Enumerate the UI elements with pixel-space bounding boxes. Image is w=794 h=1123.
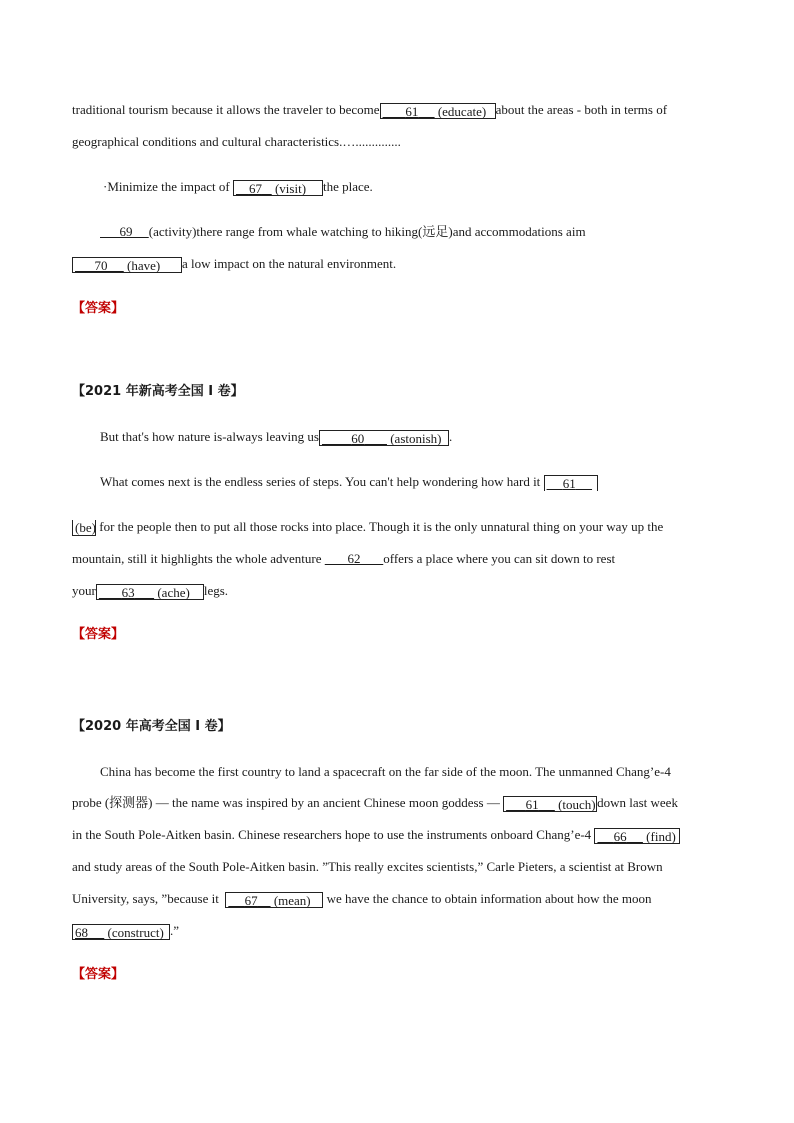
- answer-blank-61[interactable]: 61 (educate): [380, 103, 496, 119]
- paragraph-line: University, says, ”because it 67 (mean) we have the chance to obtain information about how the moon: [72, 891, 652, 909]
- answer-blank-61[interactable]: 61: [544, 475, 598, 491]
- answer-blank-68[interactable]: 68 (construct): [72, 924, 170, 940]
- paragraph-line: But that's how nature is-always leaving us 60 (astonish) .: [100, 429, 453, 447]
- answer-blank-63[interactable]: 63 (ache): [96, 584, 204, 600]
- paragraph-line: and study areas of the South Pole-Aitken basin. ”This really excites scientists,” Carle Pieters, a scientist at Brown: [72, 859, 663, 874]
- answer-label: 【答案】: [72, 627, 125, 642]
- answer-blank-67[interactable]: 67 (visit): [233, 180, 323, 196]
- paragraph-line: in the South Pole-Aitken basin. Chinese researchers hope to use the instruments onboard Chang’e-4 66 (find): [72, 826, 680, 844]
- answer-blank-70[interactable]: 70 (have): [72, 257, 182, 273]
- paragraph-line: geographical conditions and cultural characteristics.…..............: [72, 134, 401, 149]
- answer-blank-67[interactable]: 67 (mean): [225, 892, 323, 908]
- paragraph-line: (be) for the people then to put all those rocks into place. Though it is the only unnatural thing on your way up the: [72, 518, 663, 536]
- section-heading: 【2020 年高考全国 I 卷】: [72, 719, 231, 734]
- answer-blank-61-word[interactable]: (be): [72, 520, 96, 536]
- answer-blank-61[interactable]: 61 (touch): [503, 796, 597, 812]
- answer-label: 【答案】: [72, 301, 125, 316]
- paragraph-line: 69 (activity)there range from whale watching to hiking(远足)and accommodations aim: [100, 223, 586, 241]
- paragraph-line: ·Minimize the impact of 67 (visit) the place.: [103, 179, 373, 197]
- answer-blank-69[interactable]: 69: [119, 224, 133, 239]
- paragraph-line: traditional tourism because it allows the traveler to become 61 (educate) about the areas - both in terms of: [72, 102, 668, 120]
- answer-label: 【答案】: [72, 967, 125, 982]
- paragraph-line: your 63 (ache) legs.: [72, 583, 229, 601]
- paragraph-line: 68 (construct) .”: [72, 922, 179, 940]
- paragraph-line: probe (探测器) — the name was inspired by an ancient Chinese moon goddess — 61 (touch)down last week: [72, 795, 678, 813]
- section-heading: 【2021 年新高考全国 I 卷】: [72, 384, 244, 399]
- answer-blank-62[interactable]: 62: [347, 551, 361, 566]
- paragraph-line: What comes next is the endless series of steps. You can't help wondering how hard it 61: [100, 473, 598, 491]
- paragraph-line: China has become the first country to land a spacecraft on the far side of the moon. The unmanned Chang’e-4: [100, 764, 671, 779]
- paragraph-line: mountain, still it highlights the whole adventure 62 offers a place where you can sit down to rest: [72, 551, 616, 566]
- answer-blank-60[interactable]: 60 (astonish): [319, 430, 449, 446]
- answer-blank-66[interactable]: 66 (find): [594, 828, 680, 844]
- paragraph-line: 70 (have) a low impact on the natural environment.: [72, 255, 396, 273]
